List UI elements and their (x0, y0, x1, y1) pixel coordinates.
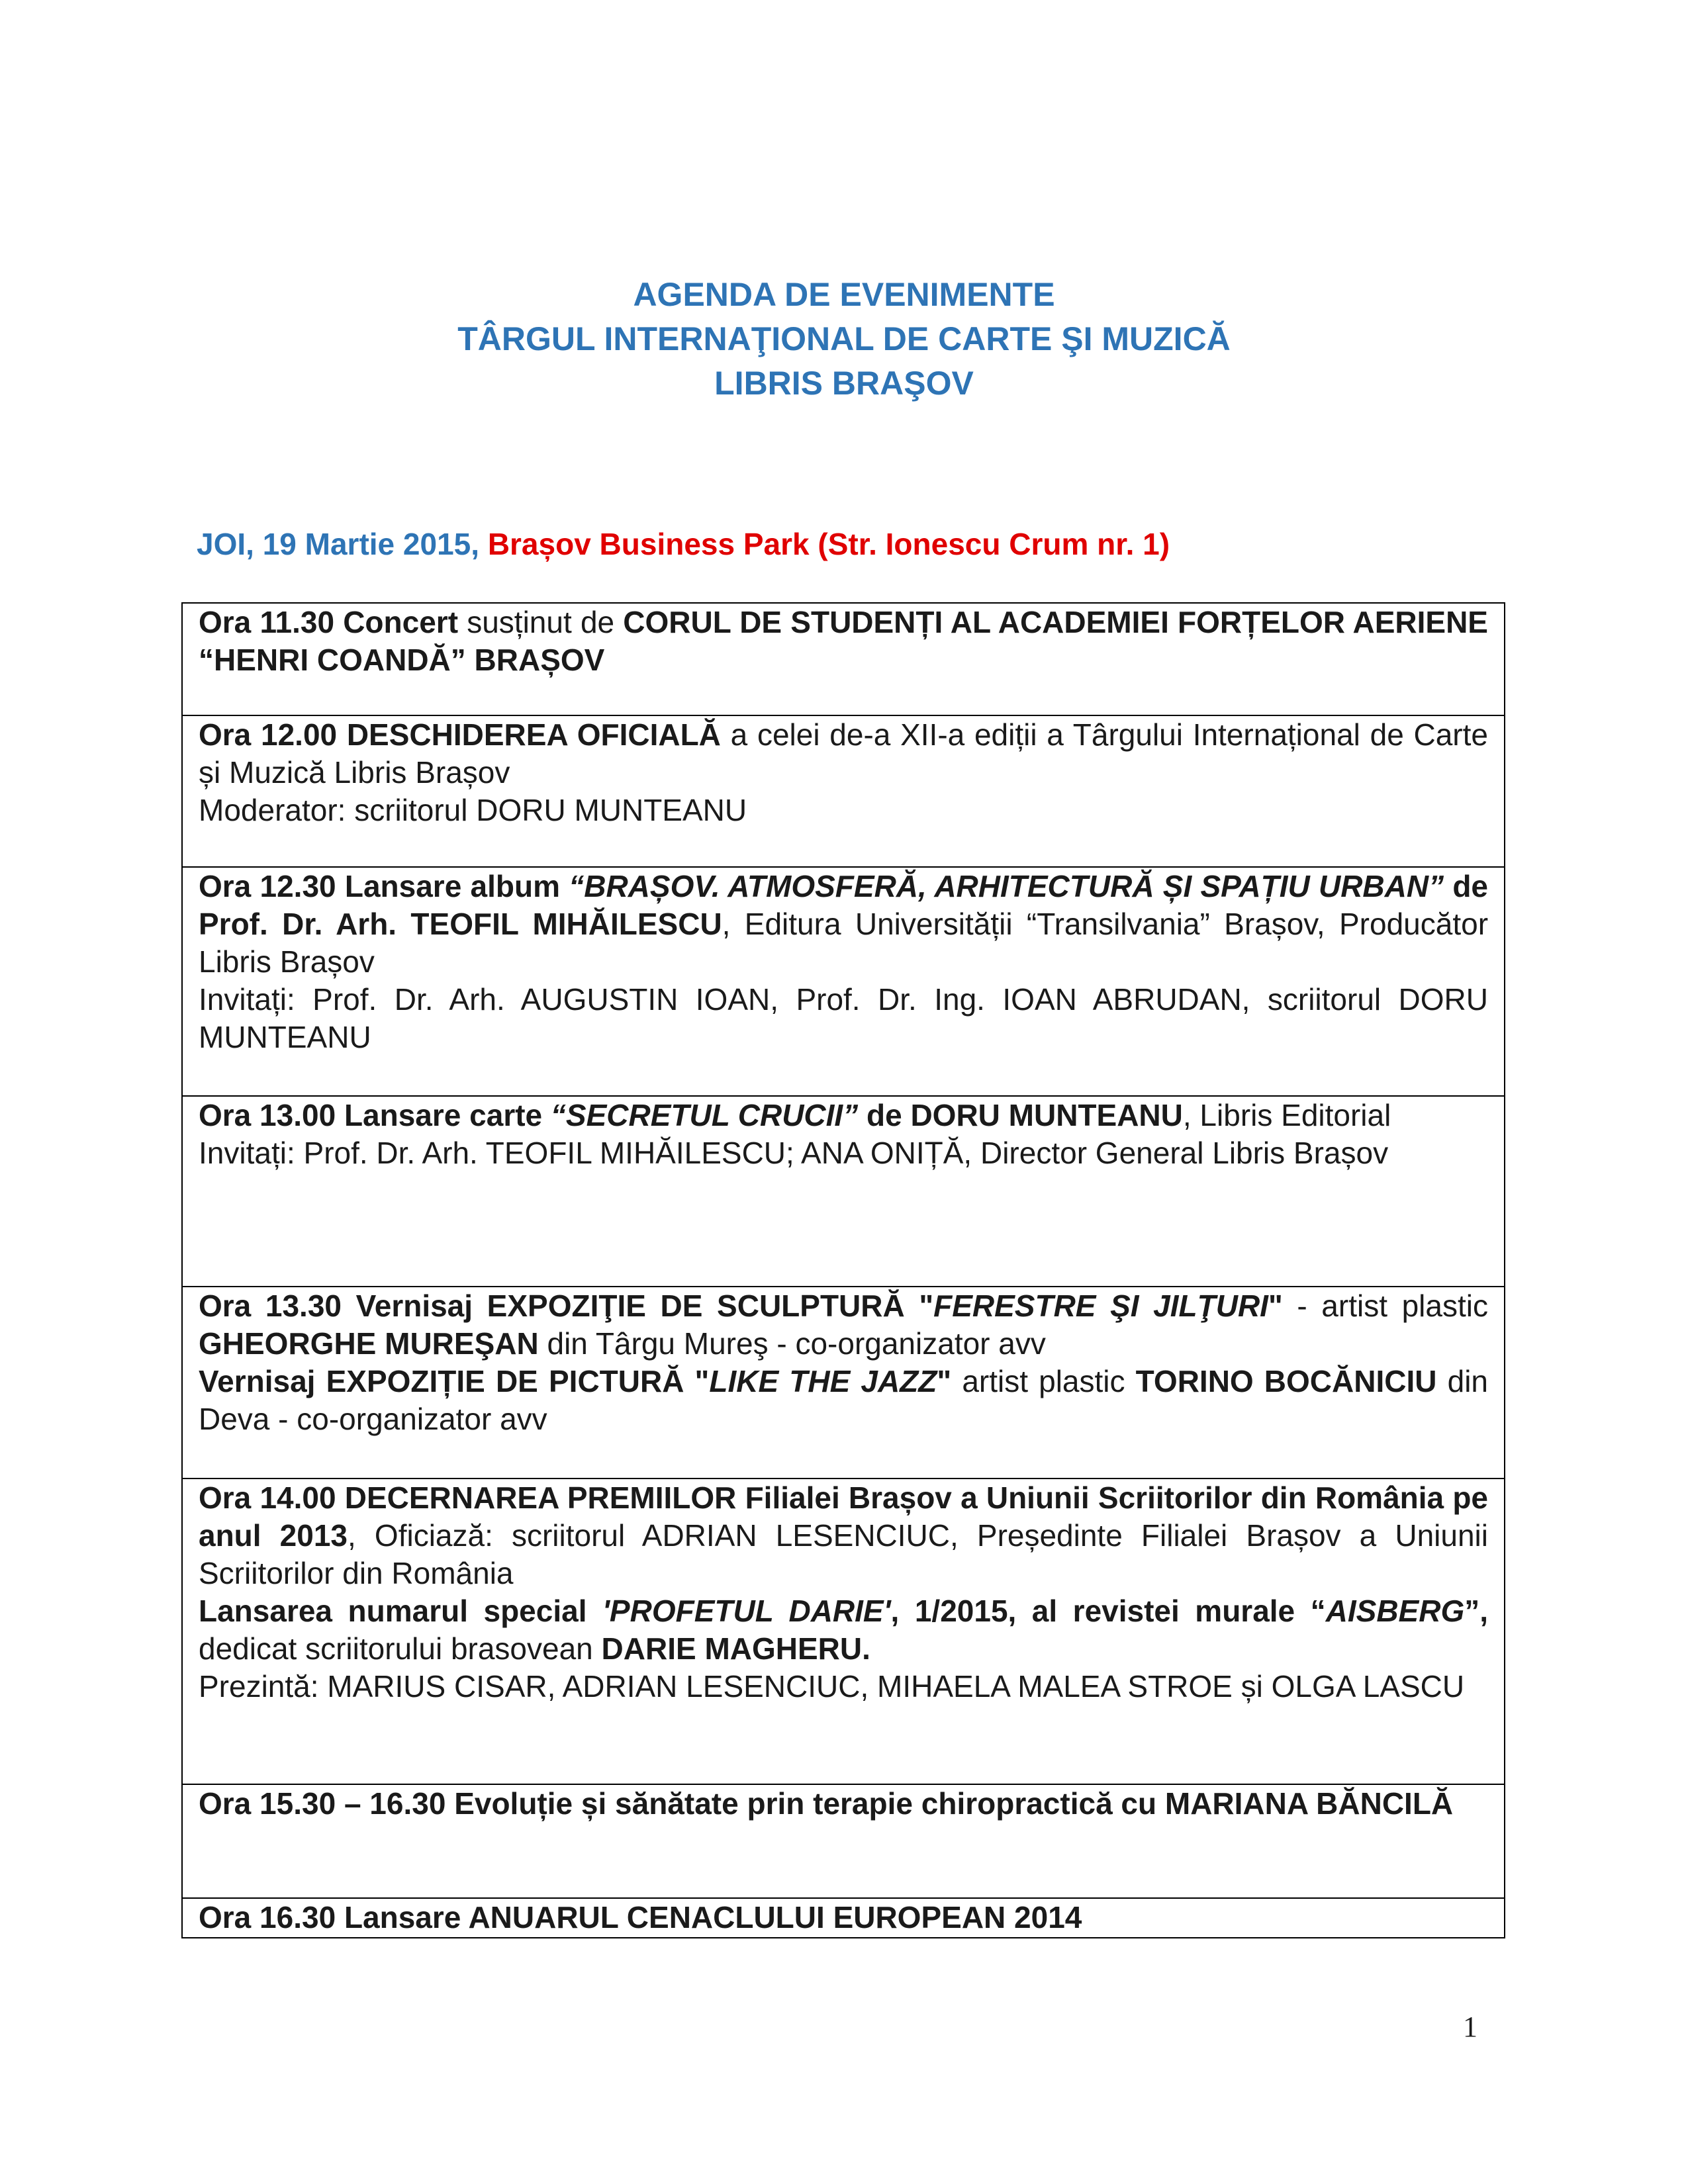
agenda-table (181, 602, 1505, 1938)
event-time-title: Lansarea numarul special (199, 1594, 602, 1628)
agenda-cell (182, 603, 1505, 715)
event-detail: , Libris Editorial (1182, 1098, 1391, 1132)
event-detail: , 1/2015, al revistei murale “ (890, 1594, 1326, 1628)
agenda-row (182, 1479, 1505, 1784)
event-text (199, 604, 1488, 679)
event-time-title: Ora 13.00 Lansare carte (199, 1098, 551, 1132)
agenda-row (182, 867, 1505, 1096)
event-time-title: Vernisaj EXPOZIȚIE DE PICTURĂ " (199, 1364, 710, 1398)
event-quote: " (937, 1364, 952, 1398)
agenda-cell (182, 867, 1505, 1096)
event-work-title: 'PROFETUL DARIE' (602, 1594, 891, 1628)
title-line-1: AGENDA DE EVENIMENTE (633, 276, 1055, 313)
title-line-2: TÂRGUL INTERNAŢIONAL DE CARTE ŞI MUZICĂ (457, 320, 1231, 357)
event-detail: - artist plastic (1282, 1289, 1488, 1323)
agenda-row (182, 715, 1505, 867)
agenda-row (182, 1898, 1505, 1938)
event-detail: din Târgu Mureş - co-organizator avv (538, 1326, 1046, 1361)
event-moderator: Moderator: scriitorul DORU MUNTEANU (199, 793, 747, 827)
agenda-cell (182, 1898, 1505, 1938)
event-text (199, 1287, 1488, 1363)
event-artist: TORINO BOCĂNICIU (1135, 1364, 1437, 1398)
event-time-title: Ora 11.30 Concert (199, 605, 459, 639)
event-detail: a celei de-a XII-a ediții a Târgului Internațional de Carte și Muzică Libris Brașov (199, 717, 1488, 790)
document-title (0, 273, 1688, 406)
event-work-title: “SECRETUL CRUCII” (550, 1098, 859, 1132)
event-time-title: Ora 15.30 – 16.30 Evoluție și sănătate prin terapie chiropractică cu MARIANA BĂNCILĂ (199, 1786, 1454, 1821)
event-text (199, 716, 1488, 792)
agenda-row (182, 1096, 1505, 1287)
agenda-row (182, 603, 1505, 715)
agenda-cell (182, 1287, 1505, 1479)
event-time-title: Ora 13.30 Vernisaj EXPOZIŢIE DE SCULPTURĂ " (199, 1289, 934, 1323)
agenda-cell (182, 1784, 1505, 1898)
agenda-row (182, 1287, 1505, 1479)
event-text (199, 1592, 1488, 1668)
event-time-title: Ora 12.00 DESCHIDEREA OFICIALĂ (199, 717, 721, 752)
event-text (199, 1479, 1488, 1592)
event-detail: dedicat scriitorului brasovean (199, 1631, 602, 1666)
event-time-title: Ora 12.30 Lansare album (199, 869, 569, 903)
event-time-title: Ora 16.30 Lansare ANUARUL CENACLULUI EUROPEAN 2014 (199, 1900, 1082, 1934)
agenda-cell (182, 1096, 1505, 1287)
event-work-title: AISBERG (1325, 1594, 1465, 1628)
page-number: 1 (1463, 2011, 1477, 2043)
event-author: DARIE MAGHERU. (601, 1631, 870, 1666)
event-performer: CORUL DE STUDENȚI AL ACADEMIEI FORȚELOR AERIENE “HENRI COANDĂ” BRAȘOV (199, 605, 1488, 677)
event-detail: artist plastic (951, 1364, 1136, 1398)
event-detail: susținut de (458, 605, 624, 639)
event-author: de Prof. Dr. Arh. TEOFIL MIHĂILESCU (199, 869, 1489, 941)
event-time-title: Ora 14.00 DECERNAREA PREMIILOR Filialei Brașov a Uniunii Scriitorilor din România pe anul 2013 (199, 1480, 1488, 1553)
event-quote: ”, (1464, 1594, 1489, 1628)
agenda-cell (182, 715, 1505, 867)
event-text (199, 1363, 1488, 1438)
event-text (199, 1097, 1488, 1134)
title-line-3: LIBRIS BRAŞOV (714, 365, 974, 402)
event-presenters: Prezintă: MARIUS CISAR, ADRIAN LESENCIUC, MIHAELA MALEA STROE și OLGA LASCU (199, 1669, 1465, 1704)
event-text (199, 868, 1488, 981)
event-work-title: LIKE THE JAZZ (709, 1364, 937, 1398)
agenda-row (182, 1784, 1505, 1898)
date-location-line (197, 526, 1170, 562)
event-work-title: “BRAȘOV. ATMOSFERĂ, ARHITECTURĂ ȘI SPAȚIU URBAN” (569, 869, 1444, 903)
event-date: JOI, 19 Martie 2015, (197, 527, 480, 561)
agenda-cell (182, 1479, 1505, 1784)
event-detail: , Oficiază: scriitorul ADRIAN LESENCIUC, Președinte Filialei Brașov a Uniunii Scriitorilor din România (199, 1518, 1488, 1590)
event-guests: Invitați: Prof. Dr. Arh. AUGUSTIN IOAN, Prof. Dr. Ing. IOAN ABRUDAN, scriitorul DORU MUNTEANU (199, 982, 1488, 1054)
event-author: de DORU MUNTEANU (858, 1098, 1183, 1132)
event-detail: , Editura Universității “Transilvania” Brașov, Producător Libris Brașov (199, 907, 1489, 979)
event-guests: Invitați: Prof. Dr. Arh. TEOFIL MIHĂILESCU; ANA ONIȚĂ, Director General Libris Brașov (199, 1136, 1389, 1170)
event-location: Brașov Business Park (Str. Ionescu Crum nr. 1) (487, 527, 1170, 561)
event-quote: " (1268, 1289, 1283, 1323)
event-artist: GHEORGHE MUREŞAN (199, 1326, 539, 1361)
event-work-title: FERESTRE ŞI JILŢURI (933, 1289, 1268, 1323)
event-detail: din Deva - co-organizator avv (199, 1364, 1488, 1436)
